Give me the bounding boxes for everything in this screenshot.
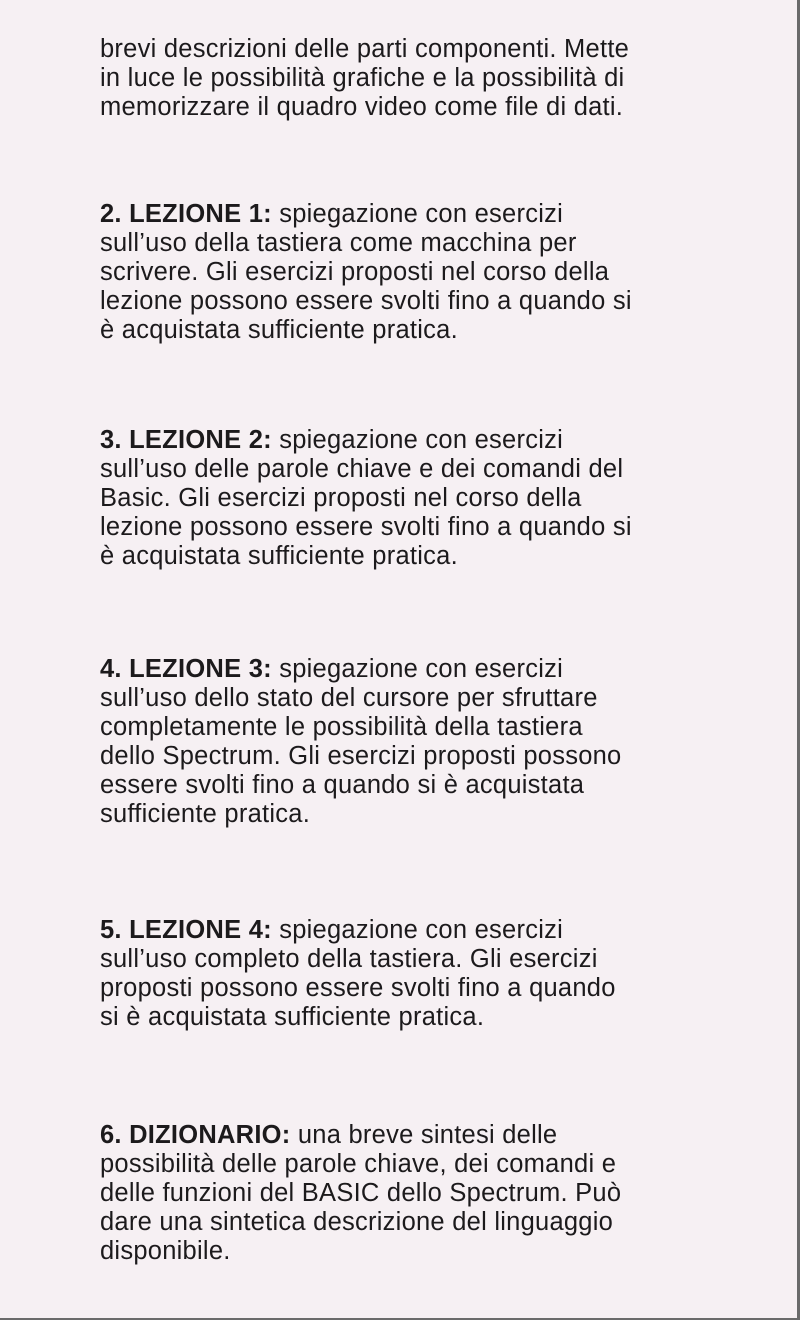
section-first-line bbox=[100, 655, 760, 684]
section-heading: 2. LEZIONE 1: bbox=[100, 200, 272, 228]
section-line: delle funzioni del BASIC dello Spectrum. Può bbox=[100, 1179, 622, 1207]
section-line: dare una sintetica descrizione del linguaggio bbox=[100, 1208, 614, 1236]
section-first-text: spiegazione con esercizi bbox=[271, 426, 564, 454]
intro-line: brevi descrizioni delle parti componenti. Mette bbox=[100, 35, 630, 63]
section-line: completamente le possibilità della tastiera bbox=[100, 713, 583, 741]
section-heading: 5. LEZIONE 4: bbox=[100, 916, 272, 944]
section-lezione-3 bbox=[100, 655, 760, 829]
section-first-line bbox=[100, 200, 760, 229]
section-heading: 6. DIZIONARIO: bbox=[100, 1121, 291, 1149]
section-dizionario bbox=[100, 1121, 760, 1266]
section-heading: 3. LEZIONE 2: bbox=[100, 426, 272, 454]
section-line: si è acquistata sufficiente pratica. bbox=[100, 1003, 485, 1031]
section-line: lezione possono essere svolti fino a quando si bbox=[100, 287, 632, 315]
section-line: sull’uso completo della tastiera. Gli esercizi bbox=[100, 945, 598, 973]
section-first-text: spiegazione con esercizi bbox=[271, 200, 564, 228]
section-line: disponibile. bbox=[100, 1237, 231, 1265]
section-line: Basic. Gli esercizi proposti nel corso della bbox=[100, 484, 582, 512]
section-lezione-4 bbox=[100, 916, 760, 1032]
section-line: possibilità delle parole chiave, dei comandi e bbox=[100, 1150, 617, 1178]
section-line: scrivere. Gli esercizi proposti nel corso della bbox=[100, 258, 610, 286]
section-line: sull’uso delle parole chiave e dei comandi del bbox=[100, 455, 624, 483]
intro-line: memorizzare il quadro video come file di dati. bbox=[100, 93, 624, 121]
section-line: lezione possono essere svolti fino a quando si bbox=[100, 513, 632, 541]
section-first-text: spiegazione con esercizi bbox=[271, 916, 564, 944]
section-line: è acquistata sufficiente pratica. bbox=[100, 316, 458, 344]
section-first-text: spiegazione con esercizi bbox=[271, 655, 564, 683]
section-first-line bbox=[100, 1121, 760, 1150]
section-line: sull’uso dello stato del cursore per sfruttare bbox=[100, 684, 598, 712]
section-heading: 4. LEZIONE 3: bbox=[100, 655, 272, 683]
section-first-text: una breve sintesi delle bbox=[290, 1121, 558, 1149]
section-line: è acquistata sufficiente pratica. bbox=[100, 542, 458, 570]
section-line: essere svolti fino a quando si è acquistata bbox=[100, 771, 585, 799]
section-line: proposti possono essere svolti fino a quando bbox=[100, 974, 616, 1002]
section-first-line bbox=[100, 916, 760, 945]
intro-paragraph bbox=[100, 35, 760, 122]
section-line: sufficiente pratica. bbox=[100, 800, 311, 828]
section-first-line bbox=[100, 426, 760, 455]
section-line: dello Spectrum. Gli esercizi proposti possono bbox=[100, 742, 622, 770]
section-lezione-1 bbox=[100, 200, 760, 345]
section-lezione-2 bbox=[100, 426, 760, 571]
intro-line: in luce le possibilità grafiche e la possibilità di bbox=[100, 64, 625, 92]
section-line: sull’uso della tastiera come macchina per bbox=[100, 229, 577, 257]
